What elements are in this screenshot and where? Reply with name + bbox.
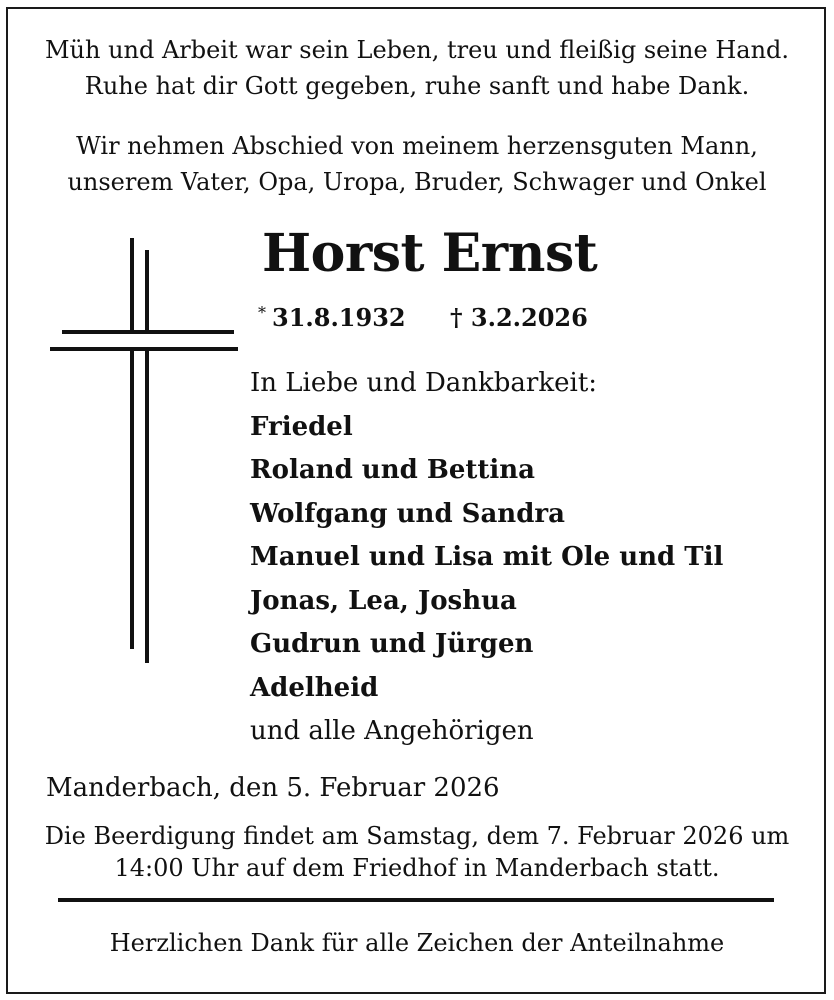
birth-date-line <box>258 300 406 339</box>
mourner-entry: Gudrun und Jürgen <box>250 629 534 659</box>
birth-date: 31.8.1932 <box>272 303 406 332</box>
deceased-name: Horst Ernst <box>262 223 598 284</box>
mourner-entry: Friedel <box>250 411 353 442</box>
place-and-date: Manderbach, den 5. Februar 2026 <box>46 773 500 803</box>
cross-vertical-lower-right <box>145 347 149 663</box>
mourner-entry: Wolfgang und Sandra <box>250 498 565 529</box>
cross-vertical-left <box>130 238 134 334</box>
intro-text <box>0 128 834 200</box>
cross-horizontal-top <box>62 330 234 334</box>
funeral-info <box>0 820 834 884</box>
cross-vertical-lower-left <box>130 347 134 649</box>
mourner-entry: Jonas, Lea, Joshua <box>250 585 517 616</box>
thanks-line: Herzlichen Dank für alle Zeichen der Anteilnahme <box>109 929 725 957</box>
mourners-heading: In Liebe und Dankbarkeit: <box>250 368 598 398</box>
funeral-line: Die Beerdigung findet am Samstag, dem 7. Februar 2026 um <box>44 822 790 850</box>
cross-vertical-right <box>145 250 149 330</box>
death-date-line <box>450 300 588 336</box>
poem-line: Müh und Arbeit war sein Leben, treu und fleißig seine Hand. <box>44 36 790 64</box>
divider <box>58 898 774 902</box>
cross-horizontal-bottom <box>50 347 238 351</box>
mourners-closing: und alle Angehörigen <box>250 716 534 746</box>
poem <box>0 32 834 104</box>
death-symbol: † <box>450 303 463 332</box>
mourners-list <box>250 362 723 754</box>
intro-line: Wir nehmen Abschied von meinem herzensguten Mann, <box>76 132 758 160</box>
death-date: 3.2.2026 <box>470 303 588 332</box>
mourner-entry: Roland und Bettina <box>250 455 536 485</box>
mourner-entry: Manuel und Lisa mit Ole und Til <box>250 542 724 572</box>
poem-line: Ruhe hat dir Gott gegeben, ruhe sanft und habe Dank. <box>84 72 750 100</box>
mourner-entry: Adelheid <box>250 672 379 703</box>
funeral-line: 14:00 Uhr auf dem Friedhof in Manderbach statt. <box>114 854 720 882</box>
intro-line: unserem Vater, Opa, Uropa, Bruder, Schwager und Onkel <box>67 168 767 196</box>
birth-symbol: * <box>258 303 266 322</box>
